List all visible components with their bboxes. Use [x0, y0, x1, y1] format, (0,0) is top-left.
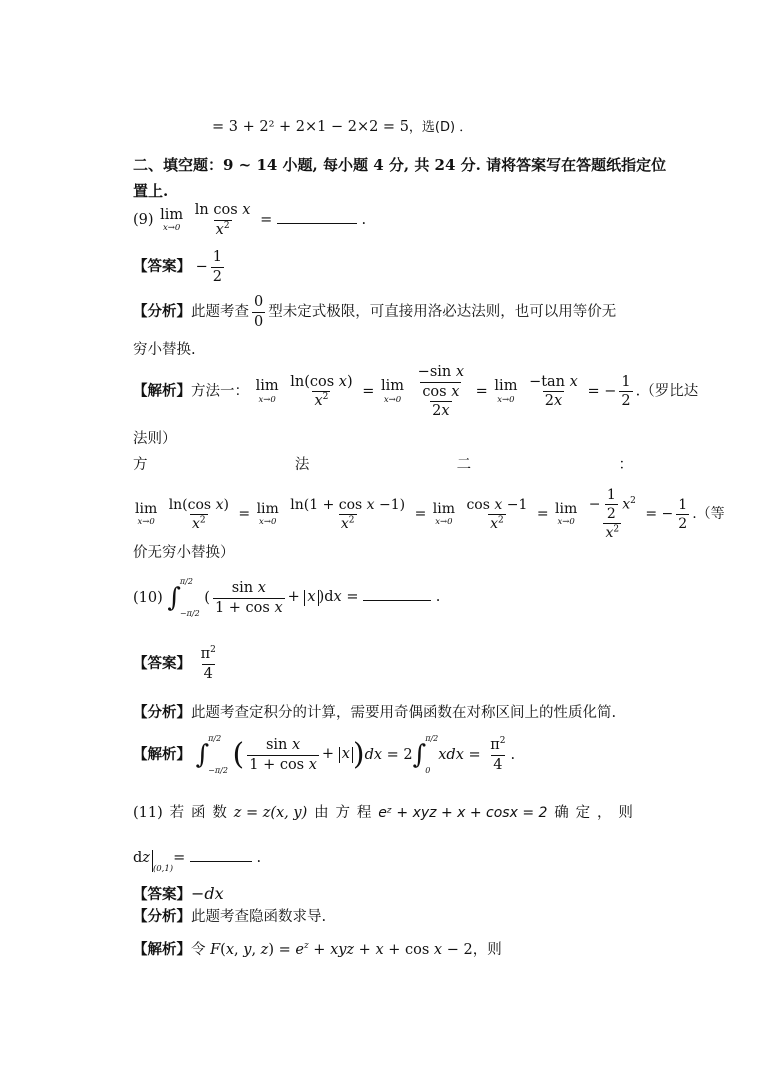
q11-number: (11) [133, 805, 163, 821]
q9-answer: 【答案】 − $\frac{1}{2}$ [133, 249, 222, 285]
q11-answer [133, 886, 224, 903]
method-label: 方法一： [191, 383, 249, 400]
limit-operator: lim x→0 [555, 500, 578, 527]
limit-operator: lim x→0 [432, 500, 456, 527]
question-word: 程 [356, 805, 372, 821]
prev-solution-math: = 3 + 2² + 2×1 − 2×2 = 5 [212, 119, 409, 135]
q10-solution: 【解析】 ∫ π/2 −π/2 ( $\frac{\text{sin x}}{\text{1 + cos x}}$ + x )dx = 2∫ π/2 0 xdx = $\frac{\pi^2}{4}$ . [133, 734, 516, 775]
solution-label: 【解析】 [133, 941, 191, 958]
prev-solution-choice: ，选(D) ． [408, 120, 473, 135]
analysis-label: 【分析】 [133, 908, 191, 925]
q11-question [133, 806, 633, 821]
section-header: 二、填空题：9 ~ 14 小题, 每小题 4 分, 共 24 分. 请将答案写在答题纸指定位 [133, 156, 667, 174]
q9-solution-method2: lim x→0 $\frac{\text{ln(cos x)}}{x^2}$ = lim x→0 $\frac{\text{ln(1 + cos x −1)}}{x^2}$ = lim x→0 $\frac{\text{cos x −1}}{x^2}$ = lim x→0 − $\frac{1}{2}$ $x^2$ $x^2$ = − $\frac{1}{2}$ .（等 [135, 487, 725, 541]
question-word: 数 [212, 805, 227, 821]
method-char: ： [618, 457, 633, 473]
integral-limits: π/2 −π/2 [179, 577, 200, 618]
q10-number: (10) [133, 589, 163, 606]
integral-sign: ∫ [412, 740, 427, 770]
solution-text: ，则 [472, 942, 502, 958]
solution-label: 【解析】 [133, 745, 191, 763]
analysis-label: 【分析】 [133, 302, 191, 320]
fraction: − $\frac{1}{2}$ $x^2$ $x^2$ [588, 487, 636, 541]
q10-answer [133, 647, 221, 681]
question-word: 则 [618, 805, 633, 821]
section-header-cont: 置上. [133, 182, 169, 200]
indeterminate-form: $\frac{0}{0}$ [254, 294, 264, 330]
q11-solution: 【解析】令 F(x, y, $z) = e^z$ + xyz + x + cos x − 2，则 [133, 941, 502, 958]
question-word: 函 [190, 805, 206, 821]
fraction: $\frac{\text{sin x}}{\text{1 + cos x}}$ [249, 737, 317, 773]
answer-value: $\frac{1}{2}$ [212, 249, 222, 285]
integral-sign: ∫ [195, 740, 210, 770]
analysis-text: 型未定式极限，可直接用洛必达法则，也可以用等价无 [268, 303, 617, 320]
q9-question: (9) lim x→0 $\frac{\text{ln cos x}}{x^2}$ = . [133, 202, 367, 238]
question-word: ， [597, 805, 612, 821]
answer-blank [277, 223, 357, 224]
answer-blank [363, 600, 431, 601]
fraction: $\frac{\text{ln(cos x)}}{x^2}$ [290, 373, 353, 410]
solution-text: 令 [191, 942, 206, 958]
question-word: 若 [169, 805, 185, 821]
question-word: 确 [554, 805, 569, 821]
analysis-text: 此题考查定积分的计算，需要用奇偶函数在对称区间上的性质化简. [191, 705, 617, 721]
q9-method2-label [133, 458, 633, 473]
q11-question-blank: $dz_{(0,1)}=$ . [133, 850, 262, 874]
q9-analysis [133, 295, 616, 329]
q9-analysis-cont: 穷小替换. [133, 342, 196, 358]
function-def: z = z(x, y) [233, 805, 308, 821]
integral-sign: ∫ [167, 583, 181, 613]
integral-limits: π/2 −π/2 [208, 734, 228, 775]
solution-label: 【解析】 [133, 382, 191, 400]
fraction: $\frac{1}{2}$ [678, 496, 688, 532]
limit-operator: lim x→0 [135, 500, 158, 527]
implicit-equation: eᶻ + xyz + x + cosx = 2 [378, 805, 548, 821]
q9-solution-note2-cont: 价无穷小替换） [133, 545, 235, 561]
answer-label: 【答案】 [133, 654, 191, 672]
limit-operator: lim x→0 [255, 378, 279, 405]
limit-operator: lim x→0 [160, 206, 184, 233]
fraction: $\frac{1}{2}$ [621, 373, 631, 410]
fraction: $\frac{\text{ln(1 + cos x −1)}}{x^2}$ [290, 496, 406, 532]
fraction: $\frac{\pi^2}{4}$ [490, 736, 506, 773]
method-note: （等 [696, 506, 725, 522]
prev-solution-line [212, 120, 472, 135]
fraction: $\frac{\text{sin x}}{\text{1 + cos x}}$ [214, 580, 283, 616]
integral-limits: π/2 0 [425, 734, 439, 775]
fraction: $\frac{\text{ln cos x}}{x^2}$ [194, 202, 251, 238]
q10-question: (10) ∫ π/2 −π/2 ( $\frac{\text{sin x}}{\text{1 + cos x}}$ + x )dx = . [133, 577, 441, 618]
method-note: （罗比达 [640, 383, 699, 400]
fraction: $\frac{\text{ln(cos x)}}{x^2}$ [168, 496, 229, 532]
method-char: 法 [294, 457, 310, 473]
answer-label: 【答案】 [133, 257, 191, 275]
fraction: $\frac{\text{cos x −1}}{x^2}$ [466, 496, 528, 532]
fraction: $\frac{\frac{\text{−sin x}}{\text{cos x}}}{2x}$ [417, 364, 465, 419]
analysis-label: 【分析】 [133, 704, 191, 721]
analysis-text: 此题考查隐函数求导. [191, 909, 327, 925]
question-word: 由 [314, 805, 329, 821]
answer-value: −dx [191, 884, 224, 903]
q9-solution-method1: 【解析】方法一： lim x→0 $\frac{\text{ln(cos x)}}{x^2}$ = lim x→0 $\frac{\frac{\text{−sin x}}{\text{cos x}}}{2x}$ = lim x→0 $\frac{\text{−tan x}}{2x}$ = − $\frac{1}{2}$ .（罗比达 [133, 364, 699, 419]
question-word: 方 [335, 805, 350, 821]
q10-analysis [133, 706, 616, 721]
q9-number: (9) [133, 211, 154, 228]
question-word: 定 [575, 805, 591, 821]
answer-blank [190, 861, 252, 862]
fraction: $\frac{\text{−tan x}}{2x}$ [529, 373, 578, 410]
limit-operator: lim x→0 [256, 500, 279, 527]
answer-value: $\frac{\pi^2}{4}$ [200, 645, 216, 682]
answer-label: 【答案】 [133, 886, 191, 903]
method-char: 方 [133, 457, 148, 473]
limit-operator: lim x→0 [494, 378, 518, 405]
method-char: 二 [456, 457, 472, 473]
q9-solution-note1-cont: 法则） [133, 431, 177, 447]
limit-operator: lim x→0 [381, 378, 405, 405]
q11-analysis [133, 910, 326, 925]
analysis-text: 此题考查 [191, 303, 249, 320]
